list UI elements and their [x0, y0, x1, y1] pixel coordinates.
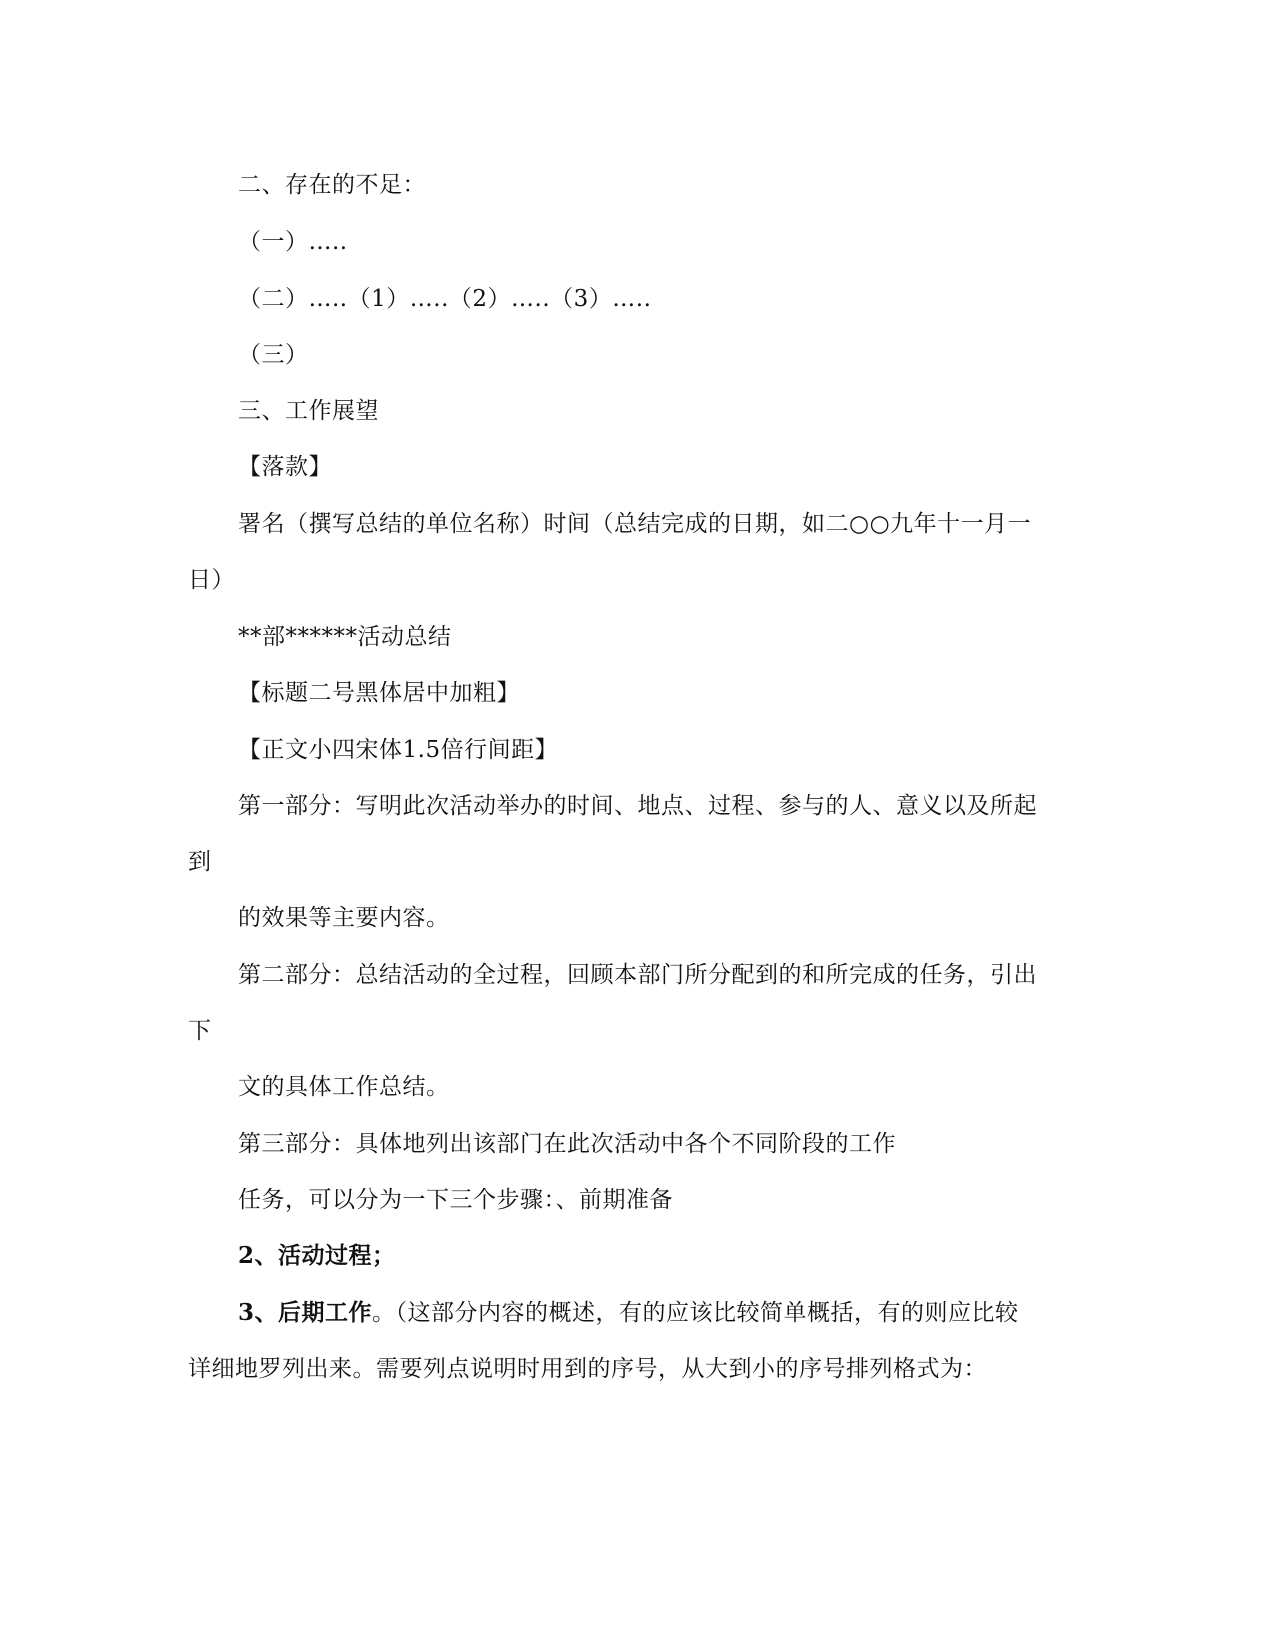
list-item-three: （三） — [238, 342, 309, 368]
list-item-two: （二）…..（1）…..（2）…..（3）….. — [238, 286, 652, 312]
step-follow-up-label: 3、后期工作 — [238, 1299, 373, 1326]
signature-line-continued: 日） — [188, 567, 235, 593]
list-item-one: （一）….. — [238, 229, 348, 255]
part-two-paragraph: 第二部分：总结活动的全过程，回顾本部门所分配到的和所完成的任务，引出 — [238, 962, 1037, 988]
step-follow-up-text: 。（这部分内容的概述，有的应该比较简单概括，有的则应比较 — [372, 1300, 1019, 1326]
signature-line: 署名（撰写总结的单位名称）时间（总结完成的日期，如二○○九年十一月一 — [238, 511, 1032, 537]
signature-label: 【落款】 — [238, 454, 332, 480]
activity-summary-title: **部******活动总结 — [238, 624, 452, 650]
step-follow-up-line — [238, 1298, 1019, 1328]
step-activity-process: 2、活动过程； — [238, 1242, 396, 1269]
numbering-format-paragraph: 详细地罗列出来。需要列点说明时用到的序号，从大到小的序号排列格式为： — [188, 1356, 987, 1382]
part-two-paragraph-end: 文的具体工作总结。 — [238, 1074, 450, 1100]
part-three-paragraph: 第三部分：具体地列出该部门在此次活动中各个不同阶段的工作 — [238, 1131, 896, 1157]
part-one-paragraph-end: 的效果等主要内容。 — [238, 905, 450, 931]
part-three-steps: 任务，可以分为一下三个步骤：、前期准备 — [238, 1187, 673, 1213]
section-heading-shortcomings: 二、存在的不足： — [238, 172, 426, 198]
title-format-note: 【标题二号黑体居中加粗】 — [238, 680, 520, 706]
body-format-note: 【正文小四宋体1.5倍行间距】 — [238, 737, 559, 763]
section-heading-outlook: 三、工作展望 — [238, 398, 379, 424]
part-two-paragraph-wrap: 下 — [188, 1018, 212, 1044]
part-one-paragraph: 第一部分：写明此次活动举办的时间、地点、过程、参与的人、意义以及所起 — [238, 793, 1037, 819]
part-one-paragraph-wrap: 到 — [188, 849, 212, 875]
